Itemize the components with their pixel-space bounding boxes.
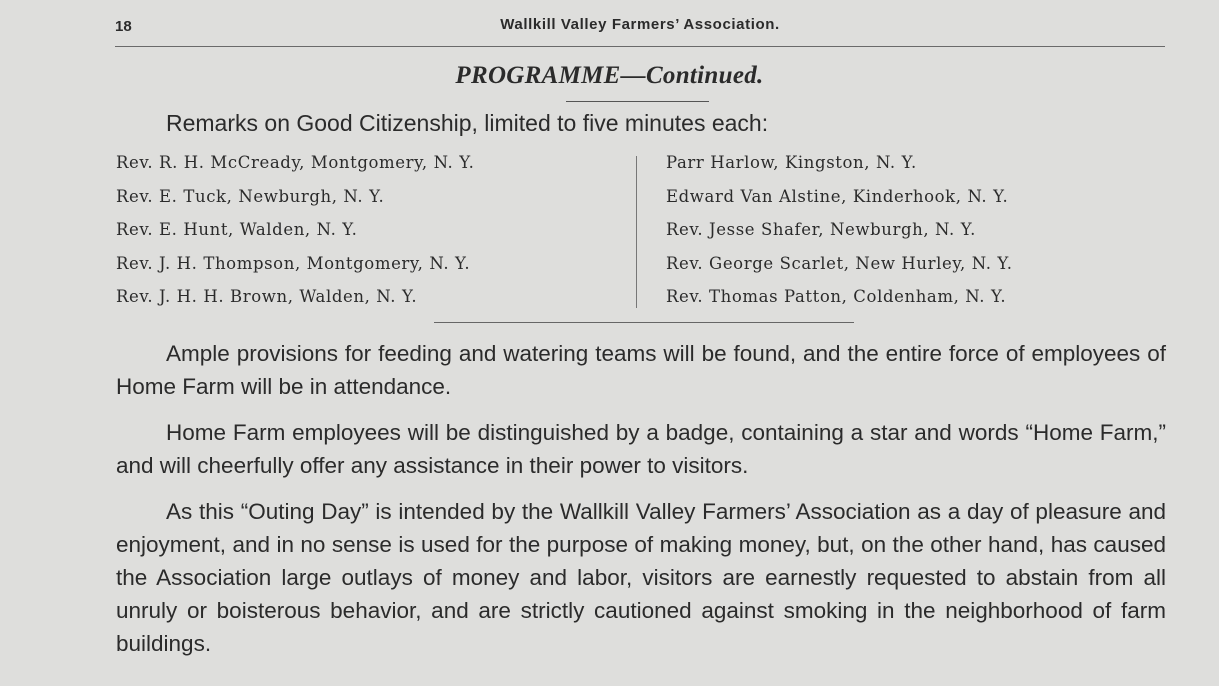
speaker-entry: Rev. J. H. H. Brown, Walden, N. Y. <box>116 287 418 307</box>
speaker-entry: Rev. R. H. McCready, Montgomery, N. Y. <box>116 153 475 172</box>
header-rule <box>115 46 1165 47</box>
speaker-entry: Rev. Thomas Patton, Coldenham, N. Y. <box>666 287 1007 307</box>
intro-line: Remarks on Good Citizenship, limited to five minutes each: <box>166 110 769 136</box>
speaker-entry: Rev. E. Hunt, Walden, N. Y. <box>116 220 358 240</box>
page-number: 18 <box>115 18 132 35</box>
speaker-column-right <box>666 150 1013 318</box>
running-header <box>115 14 1165 44</box>
speaker-entry: Rev. J. H. Thompson, Montgomery, N. Y. <box>116 253 471 273</box>
speaker-entry: Rev. Jesse Shafer, Newburgh, N. Y. <box>666 220 976 240</box>
section-divider-rule <box>434 322 854 323</box>
speaker-list <box>116 150 1166 310</box>
section-title: PROGRAMME—Continued. <box>455 62 764 89</box>
speaker-entry: Rev. E. Tuck, Newburgh, N. Y. <box>116 186 385 206</box>
paragraph-provisions: Ample provisions for feeding and watering teams will be found, and the entire force of employees of Home Farm will be in attendance. <box>116 341 1166 399</box>
speaker-entry: Rev. George Scarlet, New Hurley, N. Y. <box>666 253 1013 273</box>
journal-title: Wallkill Valley Farmers’ Association. <box>500 16 780 33</box>
title-rule <box>566 101 709 102</box>
paragraph-conduct: As this “Outing Day” is intended by the Wallkill Valley Farmers’ Association as a day of pleasure and enjoyment, and in no sense is used for the purpose of making money, but, on the other hand, has caused the Association large outlays of money and labor, visitors are earnestly requested to abstain from all unruly or boisterous behavior, and are strictly cautioned against smoking in the neighborhood of farm buildings. <box>116 499 1166 656</box>
speaker-entry: Parr Harlow, Kingston, N. Y. <box>666 153 917 172</box>
speaker-entry: Edward Van Alstine, Kinderhook, N. Y. <box>666 186 1009 206</box>
speaker-column-left <box>116 150 474 318</box>
column-divider <box>636 156 637 308</box>
paragraph-badge: Home Farm employees will be distinguished by a badge, containing a star and words “Home Farm,” and will cheerfully offer any assistance in their power to visitors. <box>116 420 1166 478</box>
